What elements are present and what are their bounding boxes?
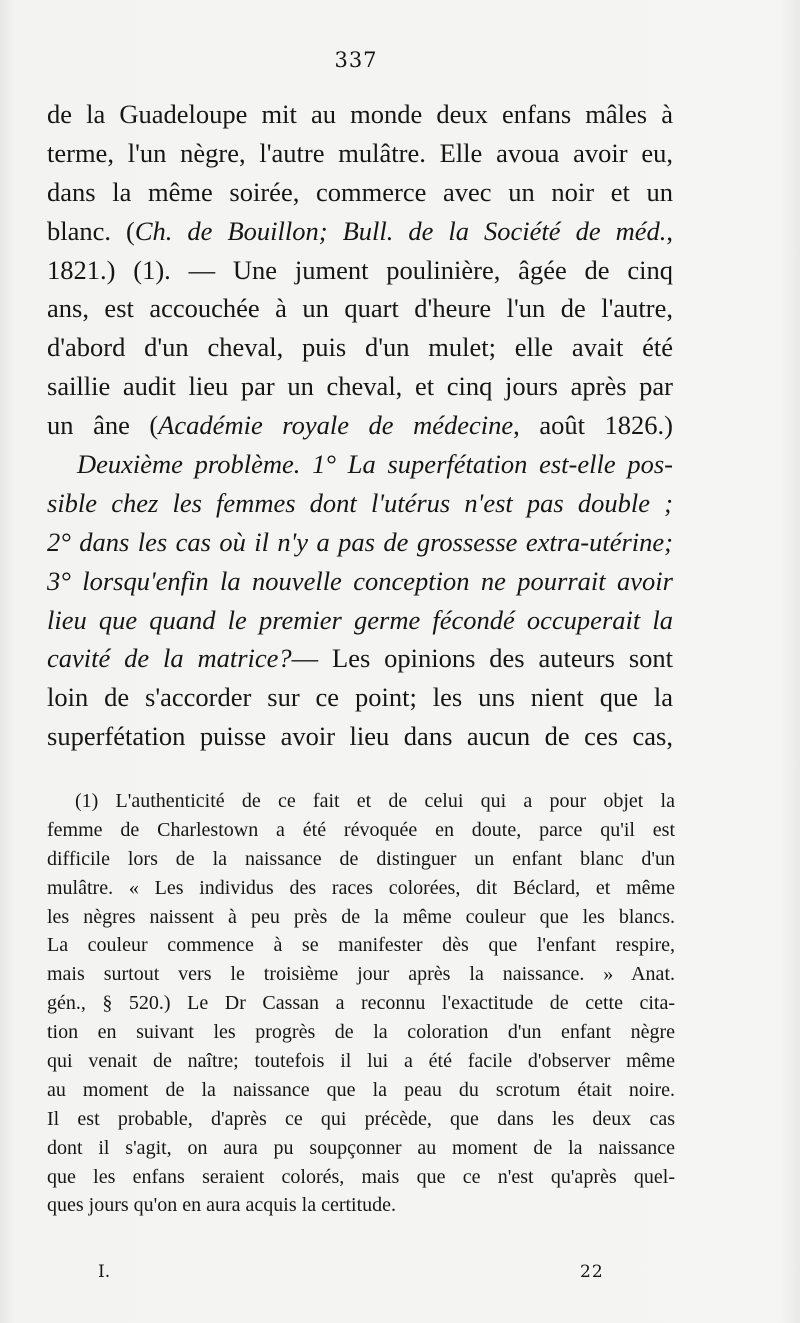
- text-line: d'abord d'un cheval, puis d'un mulet; elle avait été: [47, 332, 673, 363]
- footnote-line: difficile lors de la naissance de distinguer un enfant blanc d'un: [47, 847, 675, 870]
- footnote-line: femme de Charlestown a été révoquée en doute, parce qu'il est: [47, 818, 675, 841]
- text-line: 1821.) (1). — Une jument poulinière, âgée de cinq: [47, 254, 673, 285]
- footnote-line: La couleur commence à se manifester dès que l'enfant respire,: [47, 934, 675, 957]
- text-line: ans, est accouchée à un quart d'heure l'un de l'autre,: [47, 293, 673, 324]
- text-line: dans la même soirée, commerce avec un noir et un: [47, 176, 673, 207]
- text-line: [47, 639, 673, 678]
- text-segment: un âne (: [47, 410, 159, 441]
- text-line: loin de s'accorder sur ce point; les uns nient que la: [47, 682, 673, 713]
- text-line: terme, l'un nègre, l'autre mulâtre. Elle avoua avoir eu,: [47, 137, 673, 168]
- text-segment: , août 1826.): [513, 410, 673, 441]
- text-line: 2° dans les cas où il n'y a pas de grossesse extra-utérine;: [47, 526, 673, 557]
- text-segment: ,: [666, 215, 673, 246]
- main-text: [47, 95, 673, 756]
- footnote-line: mais surtout vers le troisième jour après la naissance. » Anat.: [47, 963, 675, 986]
- footnote-line: tion en suivant les progrès de la coloration d'un enfant nègre: [47, 1021, 675, 1044]
- footnote-line: au moment de la naissance que la peau du scrotum était noire.: [47, 1078, 675, 1101]
- footnote-line: mulâtre. « Les individus des races colorées, dit Béclard, et même: [47, 876, 675, 899]
- footnote-line: qui venait de naître; toutefois il lui a été facile d'observer même: [47, 1050, 675, 1073]
- footnote-line: gén., § 520.) Le Dr Cassan a reconnu l'exactitude de cette cita-: [47, 992, 675, 1015]
- footnote-line: (1) L'authenticité de ce fait et de celui qui a pour objet la: [75, 790, 675, 812]
- signature-sheet: 22: [580, 1262, 604, 1282]
- text-line: de la Guadeloupe mit au monde deux enfans mâles à: [47, 99, 673, 129]
- footnote: [47, 787, 675, 1220]
- text-line: lieu que quand le premier germe fécondé occuperait la: [47, 604, 673, 635]
- signature-volume: I.: [98, 1262, 111, 1282]
- question-italic: cavité de la matrice?: [47, 643, 292, 674]
- text-segment: — Les opinions des auteurs sont: [291, 643, 673, 674]
- text-line: sible chez les femmes dont l'utérus n'est pas double ;: [47, 487, 673, 518]
- page-number: 337: [334, 48, 378, 72]
- footnote-line: Il est probable, d'après ce qui précède, que dans les deux cas: [47, 1107, 675, 1130]
- text-line: [47, 212, 673, 251]
- citation-italic: Ch. de Bouillon; Bull. de la Société de méd.: [134, 215, 667, 246]
- footnote-line: que les enfans seraient colorés, mais que ce n'est qu'après quel-: [47, 1165, 675, 1188]
- text-line: 3° lorsqu'enfin la nouvelle conception ne pourrait avoir: [47, 565, 673, 596]
- text-line: [47, 406, 673, 445]
- text-line: superfétation puisse avoir lieu dans aucun de ces cas,: [47, 721, 673, 752]
- footnote-line: ques jours qu'on en aura acquis la certitude.: [47, 1194, 397, 1217]
- footnote-line: dont il s'agit, on aura pu soupçonner au moment de la naissance: [47, 1136, 675, 1159]
- citation-italic: Académie royale de médecine: [158, 410, 514, 441]
- text-line: saillie audit lieu par un cheval, et cinq jours après par: [47, 371, 673, 402]
- problem-heading: Deuxième problème. 1° La superfétation est-elle pos-: [77, 449, 673, 480]
- text-segment: blanc. (: [47, 215, 135, 246]
- footnote-line: les nègres naissent à peu près de la même couleur que les blancs.: [47, 905, 675, 928]
